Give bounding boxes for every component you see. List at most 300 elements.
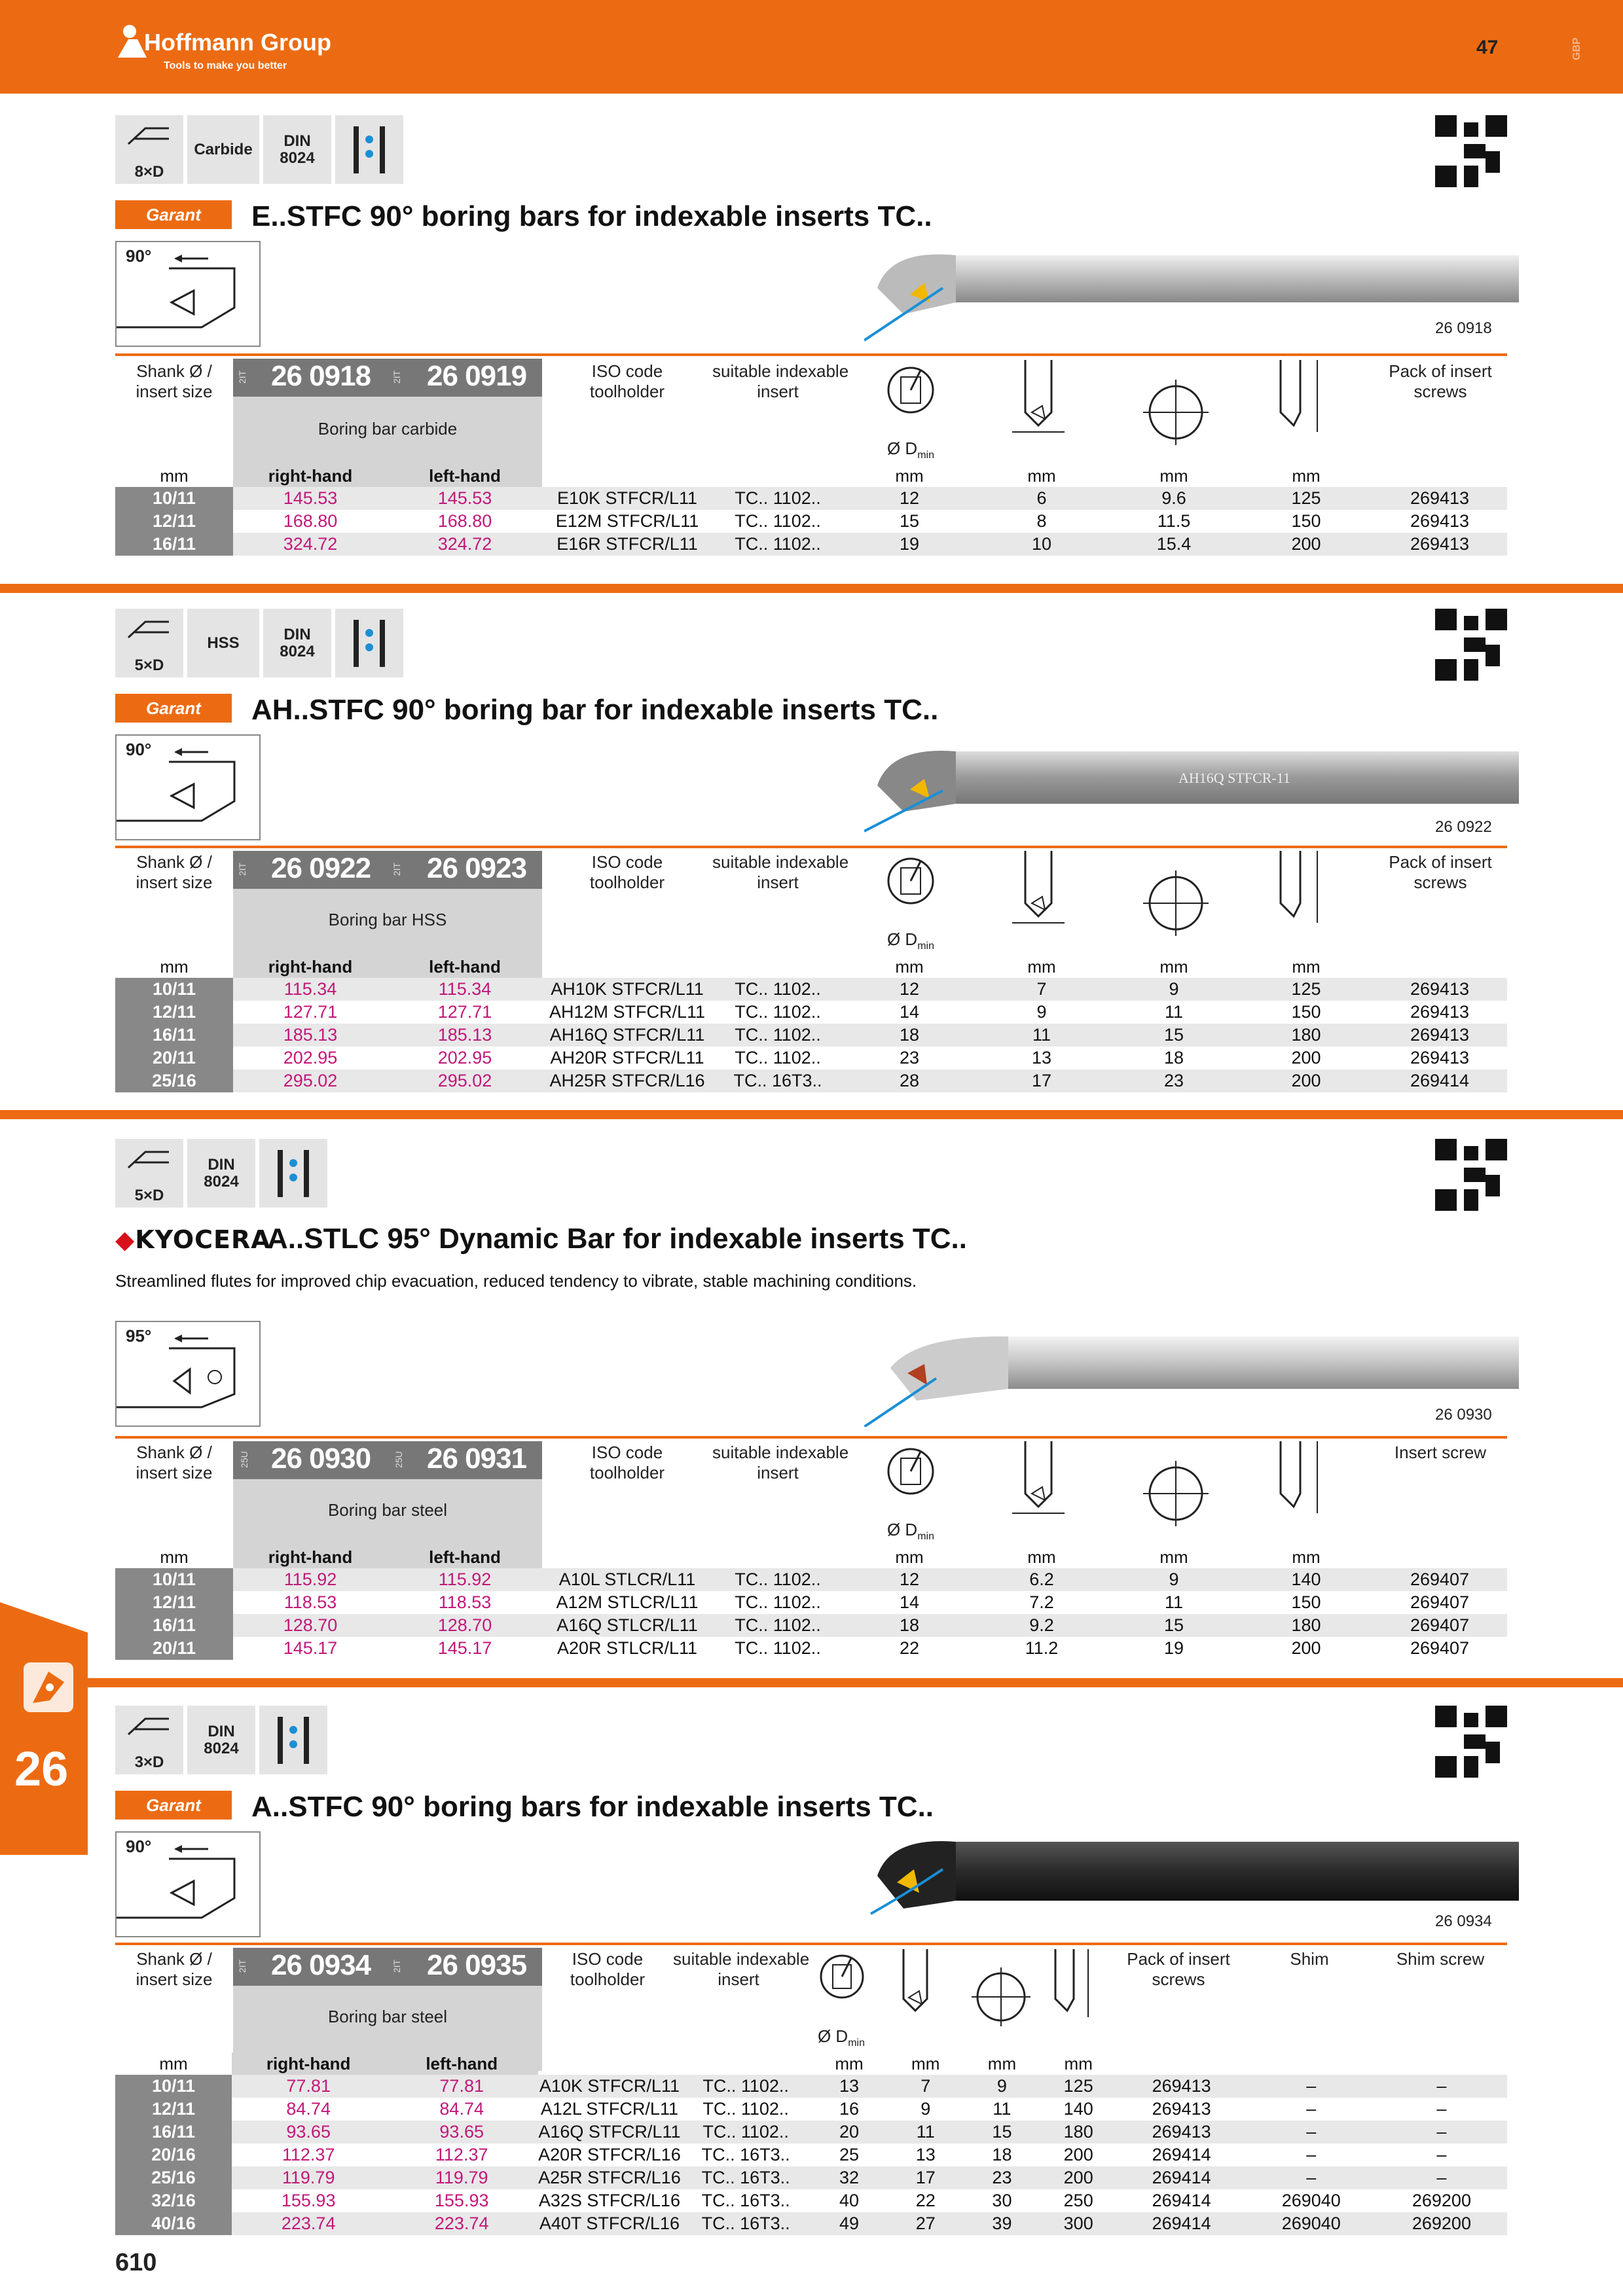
image-article-number: 26 0934	[1435, 1912, 1492, 1930]
table-cell: 269413	[1152, 2099, 1211, 2119]
table-cell: 269040	[1247, 2212, 1376, 2235]
col-insert: suitable indexable insert	[712, 361, 849, 402]
image-article-number: 26 0918	[1435, 319, 1492, 337]
shank-size-cell: 25/16	[115, 2166, 232, 2189]
shank-diameter-icon	[1143, 870, 1209, 936]
section-description: Streamlined flutes for improved chip evacuation, reduced tendency to vibrate, stable machining conditions.	[115, 1271, 917, 1291]
table-cell: TC.. 1102..	[735, 1638, 821, 1658]
table-cell: TC.. 16T3..	[701, 2191, 790, 2210]
section-divider	[0, 584, 1623, 593]
table-cell: 15	[899, 511, 920, 531]
dmin-label: Ø D	[886, 439, 918, 458]
boring-depth-icon	[126, 1148, 172, 1174]
price-right-hand: 128.70	[233, 1614, 388, 1637]
ratio-label: 5×D	[134, 656, 164, 674]
table-cell: TC.. 1102..	[712, 1568, 843, 1591]
price-left-hand: 115.34	[388, 978, 542, 1001]
f-dimension-icon	[1012, 851, 1071, 929]
section-title: AH..STFC 90° boring bar for indexable inserts TC..	[251, 694, 939, 726]
internal-coolant-icon	[274, 1147, 313, 1200]
section-title: E..STFC 90° boring bars for indexable inserts TC..	[251, 200, 932, 232]
table-cell: 40	[839, 2191, 859, 2210]
shank-size-cell: 32/16	[115, 2189, 232, 2212]
unit-right: right-hand	[233, 465, 388, 487]
table-cell: 12	[843, 978, 976, 1001]
table-cell: A12M STLCR/L11	[556, 1592, 699, 1612]
col-dmin	[812, 2026, 871, 2049]
angle-diagram	[115, 734, 261, 840]
shank-size-cell: 20/11	[115, 1637, 233, 1660]
table-cell: –	[1436, 2099, 1447, 2119]
unit-left: left-hand	[388, 956, 542, 978]
code-prefix: 2IT	[237, 1959, 248, 1973]
table-cell: 9	[921, 2099, 931, 2119]
table-cell: 125	[1040, 2075, 1117, 2098]
coolant-badge	[259, 1139, 327, 1208]
shank-size-cell: 16/11	[115, 1024, 233, 1047]
price-right-hand: 223.74	[232, 2212, 385, 2235]
table-cell: TC.. 1102..	[712, 1614, 843, 1637]
price-left-hand: 145.53	[388, 487, 542, 510]
unit-c3: mm	[1159, 465, 1188, 486]
price-right-hand: 84.74	[286, 2099, 331, 2119]
ratio-label: 5×D	[134, 1186, 164, 1204]
price-left-hand: 127.71	[437, 1002, 492, 1022]
table-cell: 150	[1291, 1002, 1321, 1022]
table-cell: 18	[992, 2145, 1012, 2164]
material-badge: Carbide	[187, 115, 259, 184]
cutting-angle-icon	[117, 242, 261, 347]
table-cell: TC.. 1102..	[681, 2121, 811, 2144]
price-right-hand: 119.79	[232, 2166, 385, 2189]
dmin-sub: min	[917, 450, 934, 461]
article-left-hand: 26 0931	[427, 1443, 527, 1475]
table-cell: 150	[1291, 511, 1321, 531]
table-cell: A32S STFCR/L16	[538, 2191, 680, 2210]
length-icon	[1274, 1441, 1326, 1520]
table-cell: 269413	[1372, 1024, 1507, 1047]
internal-coolant-icon	[350, 617, 389, 670]
table-cell: TC.. 16T3..	[712, 1069, 843, 1092]
price-left-hand: 119.79	[385, 2166, 538, 2189]
price-left-hand: 324.72	[388, 533, 542, 556]
table-cell: 125	[1240, 487, 1372, 510]
col-extra: Pack of insert screws	[1127, 1949, 1230, 1990]
table-cell: –	[1376, 2121, 1507, 2144]
col-extra: Pack of insert screws	[1389, 852, 1492, 893]
table-cell: 269407	[1372, 1614, 1507, 1637]
table-row	[115, 1637, 1507, 1660]
price-left-hand: 155.93	[434, 2191, 489, 2210]
boring-bar-image	[864, 249, 1519, 347]
shank-size-cell: 12/11	[115, 1591, 233, 1614]
price-left-hand: 202.95	[437, 1048, 492, 1067]
table-cell: AH20R STFCR/L11	[550, 1048, 704, 1067]
col-shim: Shim	[1290, 1949, 1329, 1969]
price-left-hand: 118.53	[438, 1592, 492, 1612]
article-right-hand: 26 0930	[271, 1443, 371, 1475]
insert-tool-icon	[24, 1662, 73, 1712]
unit-left: left-hand	[385, 2053, 538, 2075]
table-cell: 269413	[1410, 511, 1470, 531]
code-prefix: 2IT	[237, 370, 248, 384]
brand-tagline: Tools to make you better	[164, 60, 287, 71]
ratio-label: 3×D	[134, 1753, 164, 1771]
material-label: Boring bar steel	[327, 2007, 448, 2026]
table-cell: TC.. 1102..	[735, 1002, 821, 1022]
unit-c3: mm	[987, 2053, 1017, 2073]
image-article-number: 26 0930	[1435, 1406, 1492, 1424]
table-cell: 25	[839, 2145, 859, 2164]
table-row	[115, 1047, 1507, 1069]
approach-angle: 90°	[126, 740, 152, 759]
table-cell: 15.4	[1108, 533, 1240, 556]
garant-brand-logo: Garant	[115, 200, 232, 229]
table-cell: 269414	[1372, 1069, 1507, 1092]
unit-c2: mm	[1027, 465, 1056, 486]
col-iso: ISO code toolholder	[570, 1949, 646, 1990]
table-row	[115, 1001, 1507, 1024]
price-right-hand: 115.92	[233, 1568, 388, 1591]
table-cell: AH10K STFCR/L11	[542, 978, 712, 1001]
price-left-hand: 185.13	[388, 1024, 542, 1047]
table-cell: 12	[843, 487, 976, 510]
table-cell: –	[1436, 2145, 1447, 2164]
unit-c2: mm	[1027, 956, 1056, 977]
table-cell: A10L STLCR/L11	[542, 1568, 712, 1591]
table-cell: 269040	[1281, 2191, 1341, 2210]
table-cell: 269413	[1372, 487, 1507, 510]
price-left-hand: 112.37	[435, 2145, 488, 2164]
price-right-hand: 168.80	[283, 511, 338, 531]
ratio-label: 8×D	[134, 162, 164, 181]
table-top-rule	[115, 1436, 1507, 1439]
table-cell: 7	[976, 978, 1108, 1001]
table-row	[115, 2121, 1507, 2144]
table-cell: 269413	[1410, 1002, 1470, 1022]
table-cell: 250	[1063, 2191, 1093, 2210]
coolant-badge	[259, 1706, 327, 1774]
table-row	[115, 487, 1507, 510]
price-left-hand: 93.65	[385, 2121, 538, 2144]
table-cell: 19	[843, 533, 976, 556]
table-top-rule	[115, 1943, 1507, 1945]
table-cell: 269413	[1372, 978, 1507, 1001]
unit-shank: mm	[160, 1547, 189, 1567]
table-cell: 269200	[1376, 2212, 1507, 2235]
table-cell: 22	[915, 2191, 936, 2210]
shank-size-cell: 12/11	[115, 2098, 232, 2121]
material-label: Boring bar carbide	[318, 419, 458, 439]
table-row	[115, 533, 1507, 556]
price-left-hand: 128.70	[388, 1614, 542, 1637]
table-row	[115, 2189, 1507, 2212]
table-cell: A16Q STFCR/L11	[538, 2121, 681, 2144]
shank-size-cell: 16/11	[115, 533, 233, 556]
table-cell: 18	[843, 1024, 976, 1047]
code-prefix: 2IT	[392, 370, 403, 384]
table-cell: 180	[1240, 1614, 1372, 1637]
table-row	[115, 1614, 1507, 1637]
table-cell: 200	[1240, 1069, 1372, 1092]
shank-size-cell: 10/11	[115, 487, 233, 510]
price-right-hand: 295.02	[233, 1069, 388, 1092]
shank-size-cell: 20/16	[115, 2144, 232, 2166]
table-top-rule	[115, 353, 1507, 356]
table-cell: –	[1247, 2075, 1376, 2098]
chapter-number: 26	[14, 1742, 69, 1796]
table-cell: 18	[843, 1614, 976, 1637]
cutting-angle-icon	[117, 1322, 261, 1427]
table-row	[115, 1568, 1507, 1591]
page-number-bottom: 610	[115, 2249, 157, 2276]
qr-code-icon[interactable]	[1435, 1139, 1507, 1211]
code-prefix: 2IT	[392, 862, 403, 876]
din-badge: DIN 8024	[263, 115, 331, 184]
image-article-number: 26 0922	[1435, 818, 1492, 836]
dmin-label: Ø D	[817, 2026, 848, 2046]
table-cell: 140	[1063, 2099, 1093, 2119]
table-cell: 28	[843, 1069, 976, 1092]
table-cell: A16Q STLCR/L11	[542, 1614, 712, 1637]
table-cell: AH12M STFCR/L11	[549, 1002, 706, 1022]
code-prefix: 2IT	[237, 862, 248, 876]
qr-code-icon[interactable]	[1435, 1706, 1507, 1778]
table-cell: 30	[992, 2191, 1012, 2210]
price-right-hand: 127.71	[283, 1002, 338, 1022]
table-cell: 10	[976, 533, 1108, 556]
table-cell: 12	[843, 1568, 976, 1591]
col-iso: ISO code toolholder	[589, 361, 665, 402]
table-cell: 269200	[1412, 2191, 1471, 2210]
unit-c1: mm	[895, 1547, 924, 1567]
ratio-badge	[115, 1139, 183, 1208]
price-right-hand: 145.53	[233, 487, 388, 510]
table-row	[115, 2212, 1507, 2235]
dmin-diagram-icon	[881, 855, 940, 933]
table-cell: E10K STFCR/L11	[542, 487, 712, 510]
table-cell: 9	[1036, 1002, 1047, 1022]
table-cell: 17	[887, 2166, 964, 2189]
unit-c1: mm	[835, 2053, 864, 2073]
coolant-badge	[335, 115, 403, 184]
shank-size-cell: 25/16	[115, 1069, 233, 1092]
approach-angle: 95°	[126, 1326, 152, 1346]
boring-depth-icon	[126, 124, 172, 151]
table-cell: 180	[1040, 2121, 1117, 2144]
shank-size-cell: 10/11	[115, 1568, 233, 1591]
dmin-sub: min	[917, 1531, 934, 1543]
qr-code-icon[interactable]	[1435, 609, 1507, 681]
table-cell: 269407	[1372, 1568, 1507, 1591]
boring-depth-icon	[126, 1715, 172, 1741]
col-shank: Shank Ø / insert size	[136, 1443, 213, 1483]
table-cell: 11.2	[1025, 1638, 1059, 1658]
unit-c3: mm	[1159, 1547, 1188, 1567]
unit-left: left-hand	[388, 1546, 542, 1568]
table-cell: 11	[976, 1024, 1108, 1047]
cutting-angle-icon	[117, 736, 261, 840]
unit-c1: mm	[895, 465, 924, 486]
table-cell: 49	[811, 2212, 888, 2235]
kyocera-brand-logo	[115, 1225, 271, 1254]
dmin-diagram-icon	[816, 1952, 868, 2024]
unit-left: left-hand	[388, 465, 542, 487]
approach-angle: 90°	[126, 1837, 152, 1856]
table-cell: TC.. 1102..	[712, 487, 843, 510]
table-top-rule	[115, 846, 1507, 848]
article-left-hand: 26 0935	[427, 1949, 527, 1981]
table-cell: 200	[1291, 1048, 1321, 1067]
table-cell: 11.5	[1157, 511, 1191, 531]
code-prefix: 25U	[238, 1451, 249, 1468]
product-table	[115, 465, 1507, 556]
table-cell: A20R STFCR/L16	[538, 2145, 681, 2164]
col-dmin	[881, 439, 940, 461]
table-cell: 269407	[1410, 1592, 1470, 1612]
price-left-hand: 115.92	[388, 1568, 542, 1591]
price-right-hand: 118.53	[283, 1592, 337, 1612]
price-right-hand: 77.81	[232, 2075, 385, 2098]
boring-depth-icon	[126, 618, 172, 644]
angle-diagram	[115, 1321, 261, 1427]
table-cell: 15	[1108, 1614, 1240, 1637]
table-cell: 9	[1108, 978, 1240, 1001]
table-cell: 180	[1240, 1024, 1372, 1047]
length-icon	[1274, 851, 1326, 929]
table-cell: 7	[887, 2075, 964, 2098]
bar-marking: AH16Q STFCR-11	[1178, 770, 1290, 786]
section-divider	[0, 1110, 1623, 1119]
table-cell: E16R STFCR/L11	[542, 533, 712, 556]
table-cell: 23	[899, 1048, 920, 1067]
table-cell: TC.. 1102..	[735, 511, 821, 531]
table-cell: 11	[887, 2121, 964, 2144]
price-right-hand: 145.17	[283, 1638, 338, 1658]
price-left-hand: 84.74	[439, 2099, 484, 2119]
boring-bar-image	[864, 1329, 1519, 1427]
col-insert: suitable indexable insert	[712, 852, 849, 893]
table-cell: TC.. 1102..	[712, 978, 843, 1001]
currency-label: GBP	[1571, 37, 1582, 60]
shank-size-cell: 10/11	[115, 2075, 232, 2098]
table-row	[115, 1069, 1507, 1092]
internal-coolant-icon	[350, 124, 389, 176]
table-cell: 269413	[1410, 1048, 1470, 1067]
unit-right: right-hand	[233, 956, 388, 978]
table-cell: 22	[899, 1638, 920, 1658]
table-row	[115, 978, 1507, 1001]
table-row	[115, 2166, 1507, 2189]
article-left-hand: 26 0923	[427, 852, 527, 884]
garant-brand-logo: Garant	[115, 694, 232, 723]
cutting-angle-icon	[117, 1833, 261, 1937]
kyocera-brand-text: KYOCERA	[135, 1225, 271, 1254]
table-cell: 200	[1063, 2145, 1093, 2164]
price-left-hand: 145.17	[437, 1638, 492, 1658]
table-cell: TC.. 1102..	[702, 2099, 789, 2119]
table-cell: 19	[1163, 1638, 1184, 1658]
price-right-hand: 93.65	[232, 2121, 385, 2144]
article-left-hand: 26 0919	[427, 360, 527, 392]
material-label: Boring bar HSS	[328, 910, 447, 929]
table-cell: TC.. 1102..	[712, 533, 843, 556]
table-cell: 23	[1108, 1069, 1240, 1092]
table-cell: A40T STFCR/L16	[538, 2212, 681, 2235]
table-cell: 7.2	[1029, 1592, 1054, 1612]
page-number-top: 47	[1476, 37, 1499, 58]
article-right-hand: 26 0934	[271, 1949, 371, 1981]
table-cell: 23	[964, 2166, 1040, 2189]
price-right-hand: 155.93	[281, 2191, 336, 2210]
table-cell: 269407	[1410, 1638, 1470, 1658]
shank-size-cell: 16/11	[115, 1614, 233, 1637]
chapter-tab	[0, 1602, 88, 1855]
table-cell: AH16Q STFCR/L11	[542, 1024, 712, 1047]
shank-size-cell: 12/11	[115, 510, 233, 533]
table-cell: 16	[839, 2099, 859, 2119]
table-cell: 13	[1031, 1048, 1052, 1067]
angle-diagram	[115, 1831, 261, 1937]
col-iso: ISO code toolholder	[589, 852, 665, 893]
shank-diameter-icon	[1143, 380, 1209, 445]
din-badge: DIN 8024	[263, 609, 331, 677]
price-right-hand: 115.34	[233, 978, 388, 1001]
dmin-label: Ø D	[886, 1520, 918, 1539]
col-shim-screw: Shim screw	[1396, 1949, 1485, 1969]
dmin-sub: min	[917, 941, 934, 952]
table-cell: 9.2	[976, 1614, 1108, 1637]
price-left-hand: 223.74	[385, 2212, 538, 2235]
shank-size-cell: 12/11	[115, 1001, 233, 1024]
table-cell: 200	[1240, 533, 1372, 556]
unit-c4: mm	[1292, 1547, 1321, 1567]
table-cell: 9.6	[1108, 487, 1240, 510]
din-badge: DIN 8024	[187, 1139, 255, 1208]
material-label: Boring bar steel	[327, 1500, 448, 1520]
qr-code-icon[interactable]	[1435, 115, 1507, 187]
hoffmann-logo-icon	[115, 20, 148, 59]
shank-size-cell: 40/16	[115, 2212, 232, 2235]
product-table	[115, 956, 1507, 1092]
table-cell: 150	[1291, 1592, 1321, 1612]
table-cell: A10K STFCR/L11	[538, 2075, 681, 2098]
unit-c3: mm	[1159, 956, 1188, 977]
price-left-hand: 168.80	[437, 511, 492, 531]
table-cell: 15	[1108, 1024, 1240, 1047]
table-cell: 125	[1240, 978, 1372, 1001]
table-cell: 269414	[1117, 2212, 1247, 2235]
table-cell: –	[1306, 2099, 1317, 2119]
boring-bar-image	[864, 1837, 1519, 1935]
col-shank: Shank Ø / insert size	[136, 852, 213, 893]
f-dimension-icon	[1012, 360, 1071, 439]
table-cell: 11	[1164, 1002, 1184, 1022]
unit-c1: mm	[895, 956, 924, 977]
boring-bar-image	[864, 746, 1519, 844]
section-divider	[0, 1678, 1623, 1687]
table-cell: 269414	[1152, 2191, 1211, 2210]
col-dmin	[881, 1520, 940, 1543]
table-cell: 269414	[1117, 2166, 1247, 2189]
table-cell: 269413	[1117, 2075, 1247, 2098]
internal-coolant-icon	[274, 1714, 313, 1767]
f-dimension-icon	[894, 1949, 940, 2021]
unit-c4: mm	[1292, 465, 1321, 486]
approach-angle: 90°	[126, 246, 152, 266]
section-title: A..STFC 90° boring bars for indexable inserts TC..	[251, 1791, 934, 1823]
ratio-badge	[115, 1706, 183, 1774]
